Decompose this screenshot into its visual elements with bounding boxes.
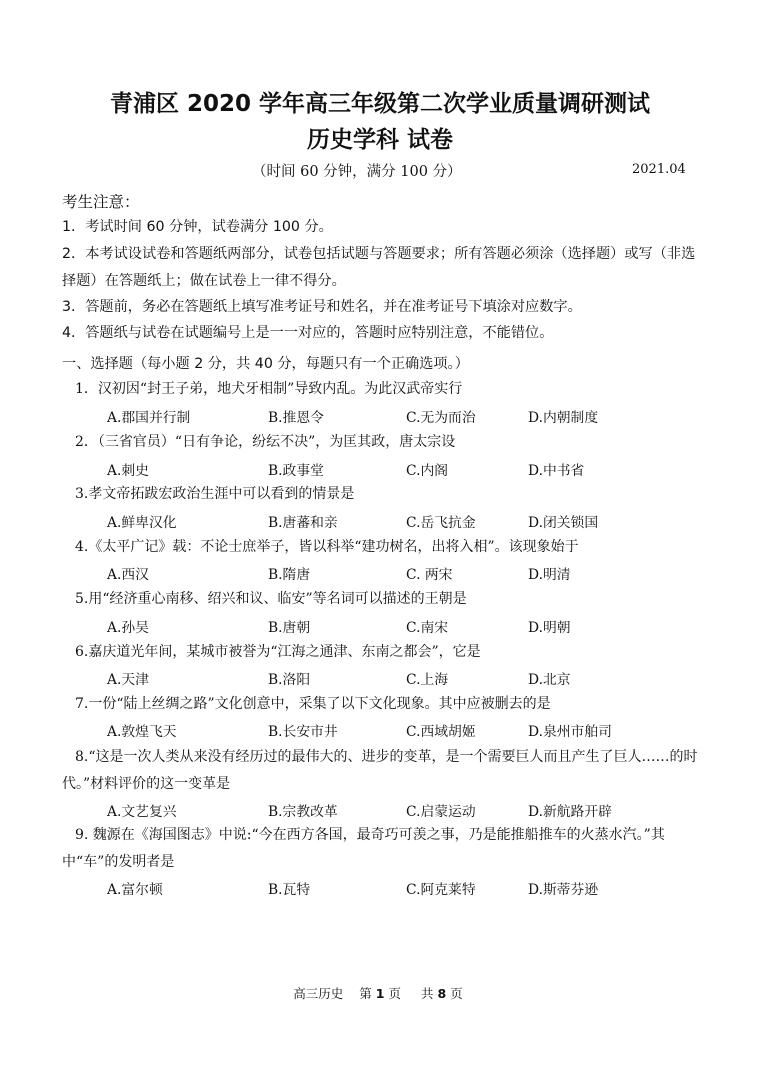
question-stem: 1．汉初因“封王子弟，地犬牙相制”导致内乱。为此汉武帝实行 bbox=[75, 381, 463, 397]
option-b: B.宗教改革 bbox=[268, 804, 338, 820]
question-options bbox=[0, 720, 760, 744]
option-d: D.明清 bbox=[528, 567, 571, 583]
question-options bbox=[0, 616, 760, 640]
option-c: C.启蒙运动 bbox=[406, 804, 476, 820]
question-stem: 7.一份“陆上丝绸之路”文化创意中，采集了以下文化现象。其中应被删去的是 bbox=[75, 696, 551, 712]
footer-page-number: 1 bbox=[375, 986, 385, 1001]
option-b: B.唐蕃和亲 bbox=[268, 515, 338, 531]
option-d: D.中书省 bbox=[528, 463, 585, 479]
question-stem: 3.孝文帝拓跋宏政治生涯中可以看到的情景是 bbox=[75, 486, 355, 502]
question-options bbox=[0, 406, 760, 430]
option-a: A.文艺复兴 bbox=[107, 804, 177, 820]
exam-title: 青浦区 2020 学年高三年级第二次学业质量调研测试 bbox=[109, 91, 651, 117]
option-b: B.政事堂 bbox=[268, 463, 324, 479]
question-options bbox=[0, 511, 760, 535]
question-stem: 2．（三省官员）“日有争论，纷纭不决”，为匡其政，唐太宗设 bbox=[75, 434, 456, 450]
option-b: B.唐朝 bbox=[268, 620, 311, 636]
option-b: B.推恩令 bbox=[268, 410, 324, 426]
option-c: C. 两宋 bbox=[406, 567, 453, 583]
footer-subject: 高三历史 bbox=[293, 986, 344, 1001]
time-note: （时间 60 分钟，满分 100 分） bbox=[252, 164, 462, 180]
footer-total-prefix: 共 bbox=[420, 986, 434, 1001]
exam-subtitle: 历史学科 试卷 bbox=[306, 127, 453, 153]
option-c: C.南宋 bbox=[406, 620, 449, 636]
option-c: C.岳飞抗金 bbox=[406, 515, 476, 531]
notice-heading: 考生注意： bbox=[62, 193, 140, 211]
option-a: A.敦煌飞天 bbox=[107, 724, 177, 740]
question-stem: 6.嘉庆道光年间，某城市被誉为“江海之通津、东南之都会”，它是 bbox=[75, 644, 481, 660]
footer-total bbox=[417, 986, 467, 1001]
question-stem: 4.《太平广记》载：不论士庶举子，皆以科举“建功树名，出将入相”。该现象始于 bbox=[75, 539, 579, 555]
option-a: A.郡国并行制 bbox=[107, 410, 191, 426]
footer-page bbox=[355, 986, 405, 1001]
option-a: A.西汉 bbox=[107, 567, 149, 583]
option-a: A.鲜卑汉化 bbox=[107, 515, 177, 531]
question-options bbox=[0, 668, 760, 692]
notice-item: 1．考试时间 60 分钟，试卷满分 100 分。 bbox=[62, 219, 333, 235]
option-b: B.瓦特 bbox=[268, 882, 311, 898]
page-footer bbox=[0, 984, 760, 1002]
question-options bbox=[0, 878, 760, 902]
option-a: A.孙吴 bbox=[107, 620, 149, 636]
question-stem: 8.“这是一次人类从来没有经历过的最伟大的、进步的变革，是一个需要巨人而且产生了巨人……的时代。”材料评价的这一变革是 bbox=[62, 749, 698, 792]
question-options bbox=[0, 563, 760, 587]
option-a: A.富尔顿 bbox=[107, 882, 163, 898]
option-c: C.内阁 bbox=[406, 463, 449, 479]
option-d: D.内朝制度 bbox=[528, 410, 599, 426]
option-c: C.上海 bbox=[406, 672, 449, 688]
option-d: D.新航路开辟 bbox=[528, 804, 612, 820]
footer-total-suffix: 页 bbox=[450, 986, 463, 1001]
option-b: B.洛阳 bbox=[268, 672, 311, 688]
option-d: D.泉州市舶司 bbox=[528, 724, 612, 740]
question-stem: 9. 魏源在《海国图志》中说:“今在西方各国，最奇巧可羡之事，乃是能推船推车的火蒸水汽。”其中“车”的发明者是 bbox=[62, 827, 665, 870]
option-a: A.天津 bbox=[107, 672, 149, 688]
option-c: C.西域胡姬 bbox=[406, 724, 476, 740]
question-options bbox=[0, 459, 760, 483]
option-b: B.长安市井 bbox=[268, 724, 338, 740]
option-b: B.隋唐 bbox=[268, 567, 311, 583]
notice-item: 3．答题前，务必在答题纸上填写准考证号和姓名，并在准考证号下填涂对应数字。 bbox=[62, 299, 582, 315]
exam-date: 2021.04 bbox=[632, 162, 686, 177]
footer-page-prefix: 第 bbox=[359, 986, 372, 1001]
notice-item: 2．本考试设试卷和答题纸两部分，试卷包括试题与答题要求；所有答题必须涂（选择题）或写（非选择题）在答题纸上；做在试卷上一律不得分。 bbox=[62, 246, 696, 289]
question-options bbox=[0, 800, 760, 824]
option-a: A.刺史 bbox=[107, 463, 149, 479]
section-heading: 一、选择题（每小题 2 分，共 40 分，每题只有一个正确选项。） bbox=[62, 356, 469, 372]
footer-page-suffix: 页 bbox=[388, 986, 401, 1001]
question-stem: 5.用“经济重心南移、绍兴和议、临安”等名词可以描述的王朝是 bbox=[75, 591, 467, 607]
option-d: D.斯蒂芬逊 bbox=[528, 882, 599, 898]
exam-meta bbox=[0, 160, 760, 184]
option-d: D.明朝 bbox=[528, 620, 571, 636]
option-d: D.北京 bbox=[528, 672, 571, 688]
footer-total-number: 8 bbox=[437, 986, 447, 1001]
option-d: D.闭关锁国 bbox=[528, 515, 599, 531]
option-c: C.阿克莱特 bbox=[406, 882, 476, 898]
notice-item: 4．答题纸与试卷在试题编号上是一一对应的，答题时应特别注意，不能错位。 bbox=[62, 325, 554, 341]
option-c: C.无为而治 bbox=[406, 410, 476, 426]
